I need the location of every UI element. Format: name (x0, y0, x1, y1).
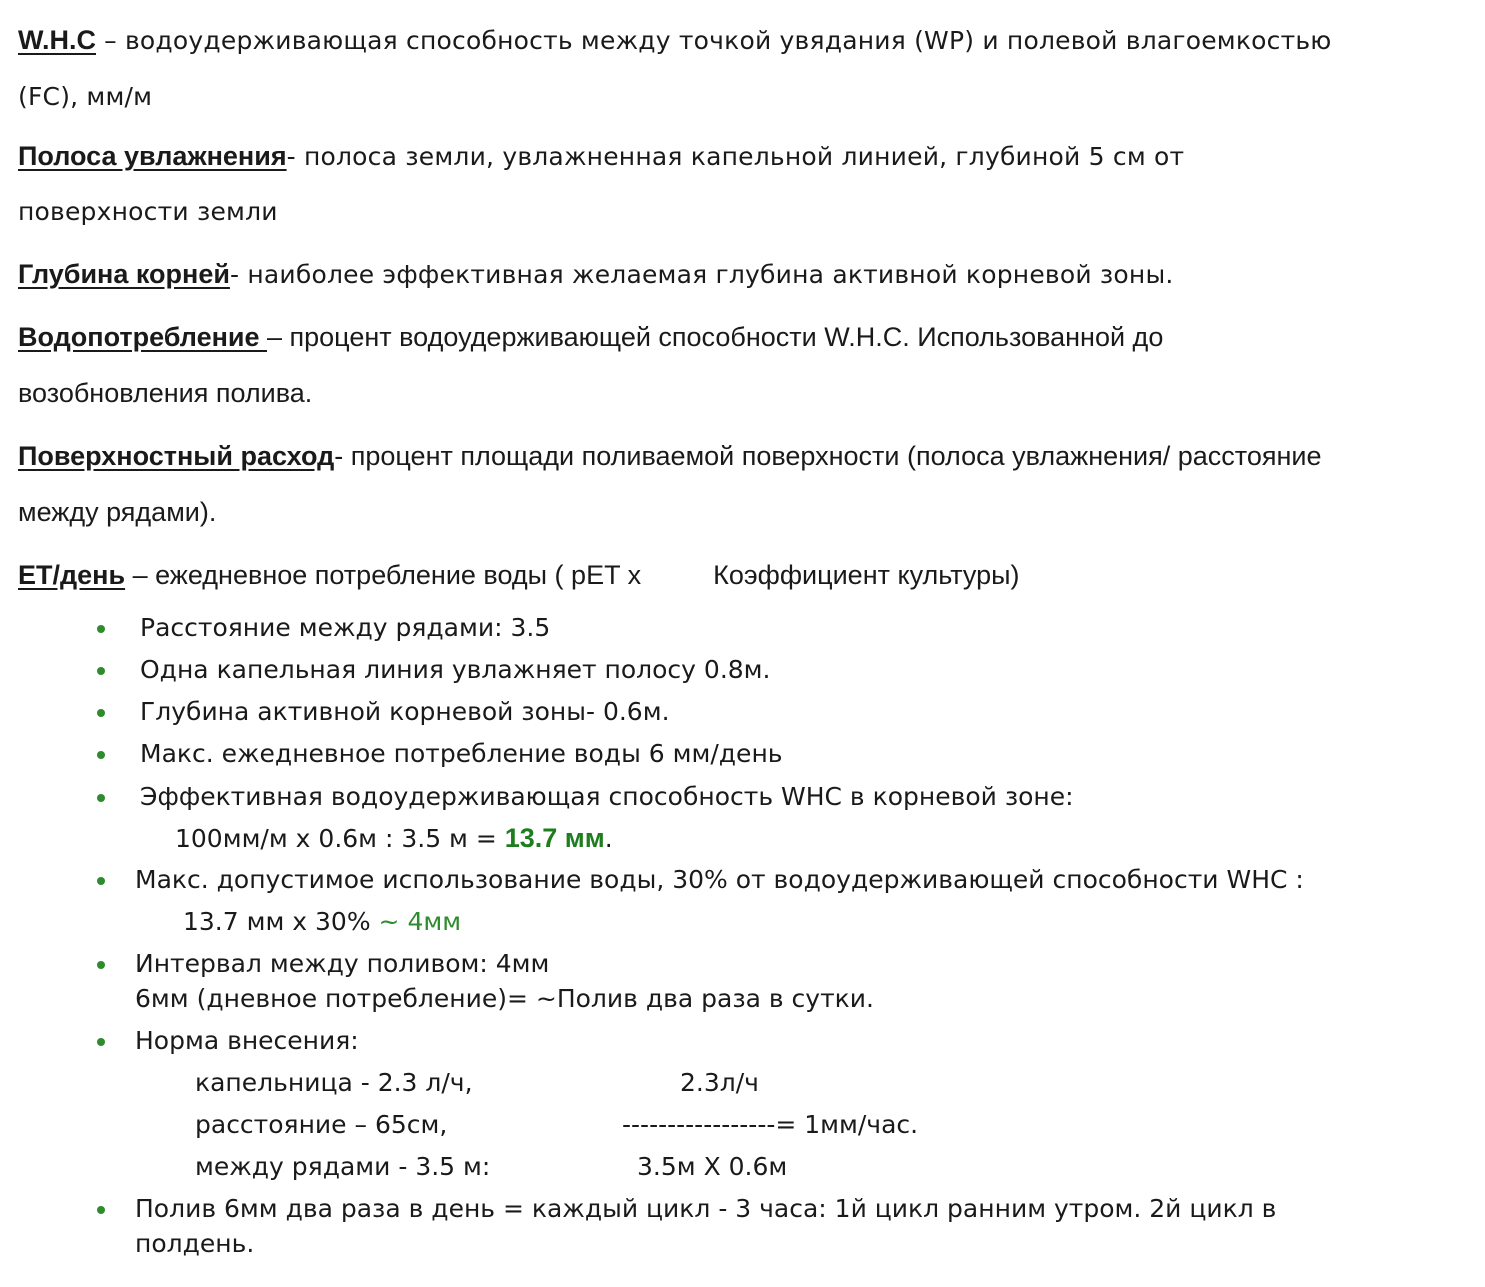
definition-et-day-text: – ежедневное потребление воды ( pET x (125, 560, 642, 590)
term-strip: Полоса увлажнения (18, 141, 287, 171)
definition-strip (18, 139, 1184, 174)
definition-surface-text: - процент площади поливаемой поверхности (полоса увлажнения/ расстояние (334, 441, 1322, 471)
definition-water-use-text: – процент водоудерживающей способности W.H.C. Использованной до (267, 322, 1164, 352)
bullet-interval-cont: 6мм (дневное потребление)= ~Полив два раза в сутки. (135, 984, 874, 1013)
bullet-max-daily: Макс. ежедневное потребление воды 6 мм/день (140, 739, 783, 768)
rate-numerator: 2.3л/ч (680, 1068, 759, 1097)
calc-period: . (604, 824, 613, 853)
bullet-max-allowed: Макс. допустимое использование воды, 30% от водоудерживающей способности WHC : (135, 865, 1304, 894)
definition-whc (18, 23, 1332, 58)
definition-surface (18, 439, 1321, 473)
rate-fraction-result: -----------------= 1мм/час. (622, 1110, 919, 1139)
definition-strip-text: - полоса земли, увлажненная капельной линией, глубиной 5 см от (286, 142, 1185, 171)
bullet-row-spacing: Расстояние между рядами: 3.5 (140, 613, 551, 642)
calc-expression: 13.7 мм x 30% (183, 907, 379, 936)
definition-whc-text: – водоудерживающая способность между точкой увядания (WP) и полевой влагоемкостью (96, 26, 1332, 55)
bullet-root-zone: Глубина активной корневой зоны- 0.6м. (140, 697, 670, 726)
definition-et-day-text-2: Коэффициент культуры) (713, 560, 1020, 590)
definition-whc-cont: (FC), мм/м (18, 82, 153, 111)
term-root-depth: Глубина корней (18, 259, 230, 289)
definition-water-use (18, 320, 1163, 354)
bullet-application-rate: Норма внесения: (135, 1026, 359, 1055)
rate-denominator: 3.5м X 0.6м (637, 1152, 788, 1181)
definition-root-depth (18, 257, 1174, 292)
bullet-effective-whc: Эффективная водоудерживающая способность WHC в корневой зоне: (140, 782, 1074, 811)
bullet-drip-line: Одна капельная линия увлажняет полосу 0.8м. (140, 655, 771, 684)
term-et-day: ET/день (18, 560, 126, 590)
definition-strip-cont: поверхности земли (18, 197, 278, 226)
bullet-dot (97, 961, 105, 969)
bullet-interval: Интервал между поливом: 4мм (135, 949, 550, 978)
term-water-use: Водопотребление (18, 322, 268, 352)
bullet-dot (97, 794, 105, 802)
bullet-dot (97, 667, 105, 675)
bullet-effective-whc-calc (175, 821, 613, 856)
bullet-dot (97, 1206, 105, 1214)
rate-dripper: капельница - 2.3 л/ч, (195, 1068, 473, 1097)
bullet-dot (97, 1038, 105, 1046)
bullet-dot (97, 751, 105, 759)
bullet-max-allowed-calc (183, 905, 461, 939)
rate-row-spacing: между рядами - 3.5 м: (195, 1152, 491, 1181)
bullet-irrigation-cycles-cont: полдень. (135, 1229, 255, 1258)
definition-water-use-cont: возобновления полива. (18, 378, 313, 408)
calc-result-allowed: ~ 4мм (378, 907, 462, 936)
bullet-dot (97, 877, 105, 885)
bullet-dot (97, 709, 105, 717)
term-surface: Поверхностный расход (18, 441, 335, 471)
rate-spacing: расстояние – 65см, (195, 1110, 448, 1139)
definition-surface-cont: между рядами). (18, 497, 217, 527)
definition-et-day (18, 558, 1019, 592)
calc-result-whc: 13.7 мм (504, 823, 605, 853)
bullet-dot (97, 625, 105, 633)
bullet-irrigation-cycles: Полив 6мм два раза в день = каждый цикл - 3 часа: 1й цикл ранним утром. 2й цикл в (135, 1194, 1277, 1223)
definition-root-depth-text: - наиболее эффективная желаемая глубина активной корневой зоны. (229, 260, 1174, 289)
calc-expression: 100мм/м x 0.6м : 3.5 м = (175, 824, 505, 853)
term-whc: W.H.C (18, 25, 96, 55)
